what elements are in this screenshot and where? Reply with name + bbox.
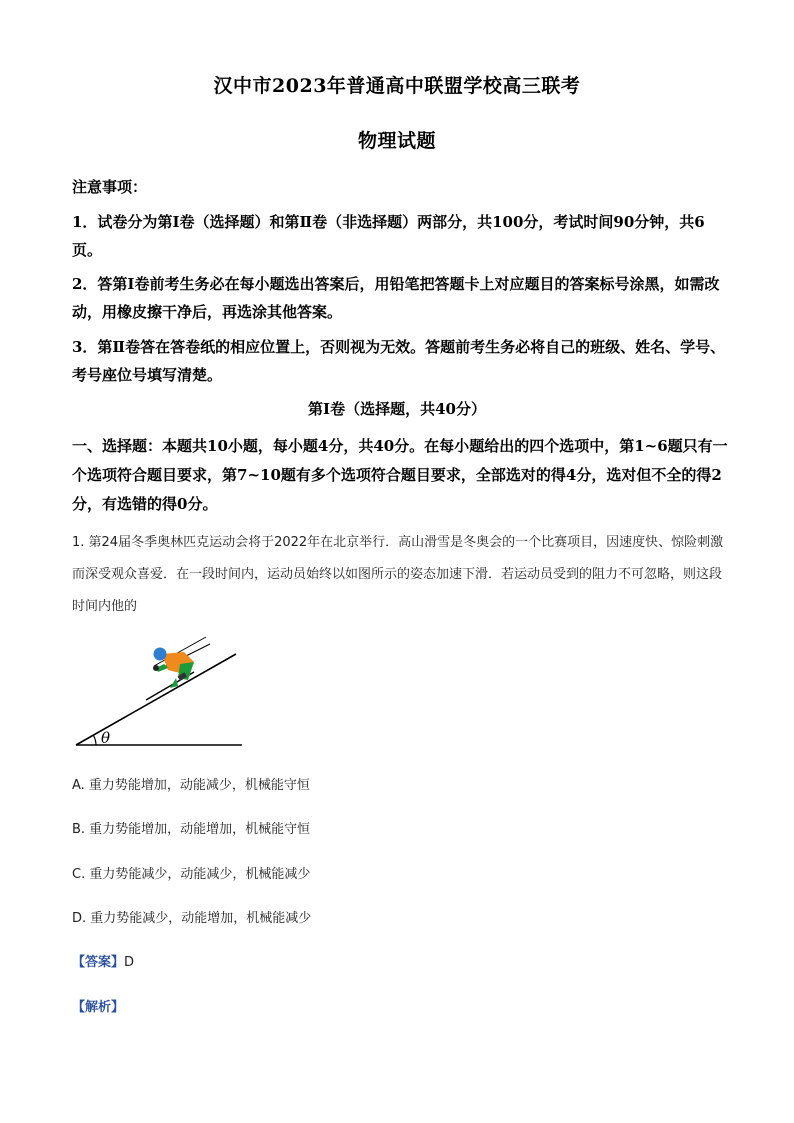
theta-label: θ — [101, 729, 111, 747]
answer-value: D — [124, 955, 135, 970]
notes-heading: 注意事项： — [72, 178, 148, 196]
exam-title: 汉中市2023年普通高中联盟学校高三联考 — [213, 75, 581, 97]
analysis-tag: 【解析】 — [72, 1000, 125, 1015]
option-b: B. 重力势能增加，动能增加，机械能守恒 — [72, 822, 311, 837]
answer-tag: 【答案】 — [72, 955, 125, 970]
option-a: A. 重力势能增加，动能减少，机械能守恒 — [72, 778, 310, 793]
skier-leg — [170, 678, 178, 688]
skier-slope-figure — [70, 630, 250, 755]
question-1-stem: 1. 第24届冬季奥林匹克运动会将于2022年在北京举行．高山滑雪是冬奥会的一个比赛项目，因速度快、惊险刺激而深受观众喜爱．在一段时间内，运动员始终以如图所示的姿态加速下滑．若运动员受到的阻力不可忽略，则这段时间内他的 — [72, 535, 724, 614]
section-title: 第Ⅰ卷（选择题，共40分） — [308, 400, 486, 418]
option-c: C. 重力势能减少，动能减少，机械能减少 — [72, 867, 311, 882]
note-item-2: 2．答第Ⅰ卷前考生务必在每小题选出答案后，用铅笔把答题卡上对应题目的答案标号涂黑，如需改动，用橡皮擦干净后，再选涂其他答案。 — [72, 275, 720, 321]
angle-arc — [94, 736, 97, 746]
subject-title: 物理试题 — [357, 130, 436, 152]
answer-line — [72, 951, 134, 970]
section-intro: 一、选择题：本题共10小题，每小题4分，共40分。在每小题给出的四个选项中，第1~6题只有一个选项符合题目要求，第7~10题有多个选项符合题目要求，全部选对的得4分，选对但不全的得2分，有选错的得0分。 — [72, 437, 728, 513]
option-d: D. 重力势能减少，动能增加，机械能减少 — [72, 911, 312, 926]
skier-glove — [153, 665, 159, 671]
skier-helmet — [154, 648, 167, 661]
note-item-1: 1．试卷分为第Ⅰ卷（选择题）和第Ⅱ卷（非选择题）两部分，共100分，考试时间90分钟，共6页。 — [72, 213, 705, 259]
note-item-3: 3．第Ⅱ卷答在答卷纸的相应位置上，否则视为无效。答题前考生务必将自己的班级、姓名、学号、考号座位号填写清楚。 — [72, 338, 726, 384]
